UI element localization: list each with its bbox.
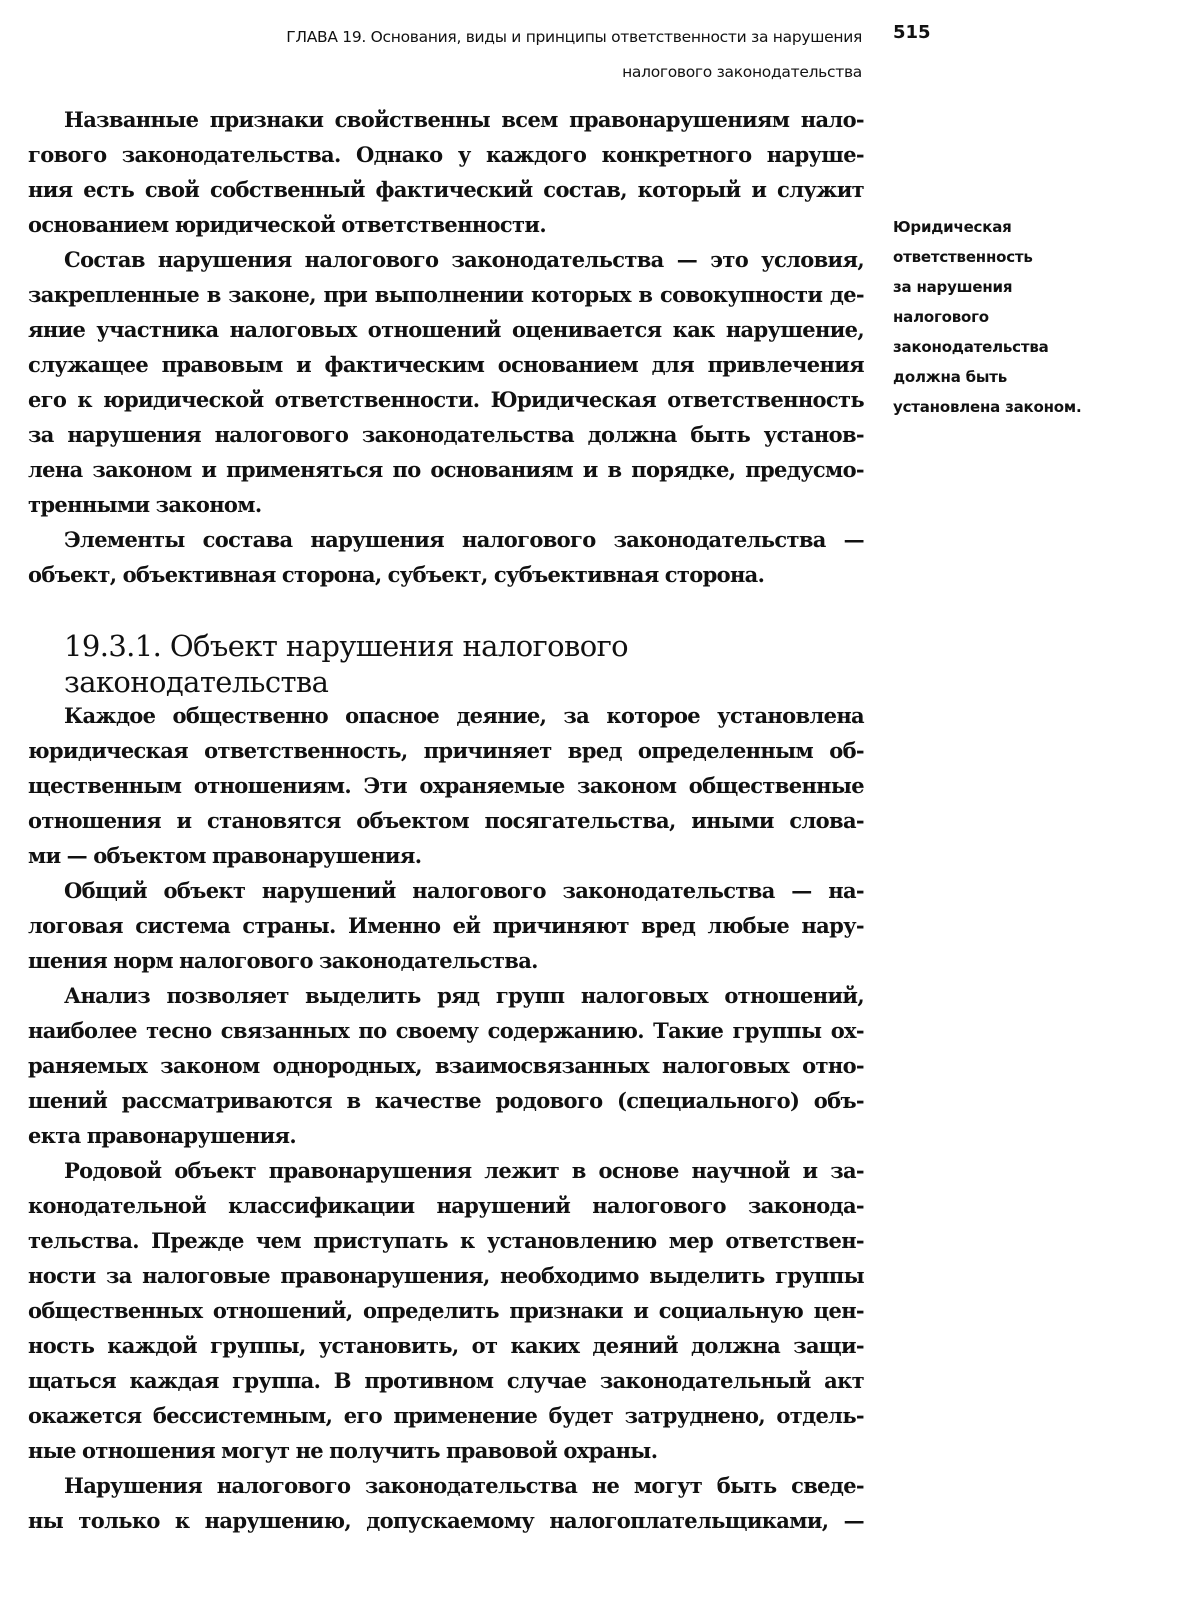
text-run: лежит в основе научной и за-	[471, 1158, 864, 1183]
section-heading-line: законодательства	[64, 665, 329, 699]
text-line: ми — объектом правонарушения.	[28, 843, 422, 868]
paragraph	[28, 978, 864, 1153]
paragraph	[28, 1468, 864, 1538]
text-line: шений рассматриваются в качестве родового (специального) объ-	[28, 1088, 864, 1113]
text-line: яние участника налоговых отношений оценивается как нарушение,	[28, 317, 864, 342]
margin-note-line: законодательства	[893, 338, 1049, 356]
text-line: Состав нарушения налогового законодательства — это условия,	[64, 247, 864, 272]
text-line: шения норм налогового законодательства.	[28, 948, 538, 973]
text-line: екта правонарушения.	[28, 1123, 297, 1148]
margin-note-line: Юридическая	[893, 218, 1012, 236]
text-line: Элементы состава нарушения налогового законодательства —	[64, 527, 864, 552]
text-line: юридическая ответственность, причиняет вред определенным об-	[28, 738, 864, 763]
text-line: за нарушения налогового законодательства должна быть установ-	[28, 422, 864, 447]
running-head	[120, 20, 862, 90]
text-line: Анализ позволяет выделить ряд групп налоговых отношений,	[64, 983, 864, 1008]
text-line: ность каждой группы, установить, от каких деяний должна защи-	[28, 1333, 864, 1358]
margin-note-line: за нарушения	[893, 278, 1013, 296]
paragraph	[28, 102, 864, 242]
text-line: щаться каждая группа. В противном случае законодательный акт	[28, 1368, 864, 1393]
margin-note-line: налогового	[893, 308, 989, 326]
body-text-top	[28, 102, 864, 592]
text-line: основанием юридической ответственности.	[28, 212, 546, 237]
text-line: отношения и становятся объектом посягательства, иными слова-	[28, 808, 864, 833]
text-line: Названные признаки свойственны всем правонарушениям нало-	[64, 107, 864, 132]
text-line: Каждое общественно опасное деяние, за которое установлена	[64, 703, 864, 728]
running-title-line: налогового законодательства	[622, 63, 862, 81]
paragraph	[28, 522, 864, 592]
text-line: объект, объективная сторона, субъект, субъективная сторона.	[28, 562, 765, 587]
margin-note-line: ответственность	[893, 248, 1033, 266]
paragraph	[28, 1153, 864, 1468]
text-line: общественных отношений, определить признаки и социальную цен-	[28, 1298, 864, 1323]
text-line: закрепленные в законе, при выполнении которых в совокупности де-	[28, 282, 864, 307]
section-heading-line: 19.3.1. Объект нарушения налогового	[64, 629, 629, 663]
text-line: ные отношения могут не получить правовой охраны.	[28, 1438, 658, 1463]
text-line: служащее правовым и фактическим основанием для привлечения	[28, 352, 864, 377]
text-line: ности за налоговые правонарушения, необходимо выделить группы	[28, 1263, 864, 1288]
page-number: 515	[893, 22, 931, 43]
text-line: тельства. Прежде чем приступать к установлению мер ответствен-	[28, 1228, 864, 1253]
paragraph	[28, 242, 864, 522]
paragraph	[28, 873, 864, 978]
text-line: ния есть свой собственный фактический состав, который и служит	[28, 177, 864, 202]
section-heading	[64, 628, 628, 700]
text-line: гового законодательства. Однако у каждого конкретного наруше-	[28, 142, 864, 167]
text-line: логовая система страны. Именно ей причиняют вред любые нару-	[28, 913, 864, 938]
text-line: тренными законом.	[28, 492, 262, 517]
body-text-bottom	[28, 698, 864, 1538]
text-line: окажется бессистемным, его применение будет затруднено, отдель-	[28, 1403, 864, 1428]
text-line: Нарушения налогового законодательства не могут быть сведе-	[64, 1473, 864, 1498]
text-line: щественным отношениям. Эти охраняемые законом общественные	[28, 773, 864, 798]
text-line: раняемых законом однородных, взаимосвязанных налоговых отно-	[28, 1053, 864, 1078]
paragraph	[28, 698, 864, 873]
text-line: ны только к нарушению, допускаемому налогоплательщиками, —	[28, 1508, 864, 1533]
text-line: Общий объект нарушений налогового законодательства — на-	[64, 878, 864, 903]
margin-note	[893, 212, 1183, 422]
text-line: его к юридической ответственности. Юридическая ответственность	[28, 387, 864, 412]
text-line: лена законом и применяться по основаниям и в порядке, предусмо-	[28, 457, 864, 482]
text-line: конодательной классификации нарушений налогового законода-	[28, 1193, 864, 1218]
emphasized-term: Родовой объект правонарушения	[64, 1158, 472, 1183]
margin-note-line: установлена законом.	[893, 398, 1082, 416]
running-title-line: ГЛАВА 19. Основания, виды и принципы ответственности за нарушения	[286, 28, 862, 46]
text-line: наиболее тесно связанных по своему содержанию. Такие группы ох-	[28, 1018, 864, 1043]
text-line	[28, 1153, 864, 1188]
margin-note-line: должна быть	[893, 368, 1008, 386]
